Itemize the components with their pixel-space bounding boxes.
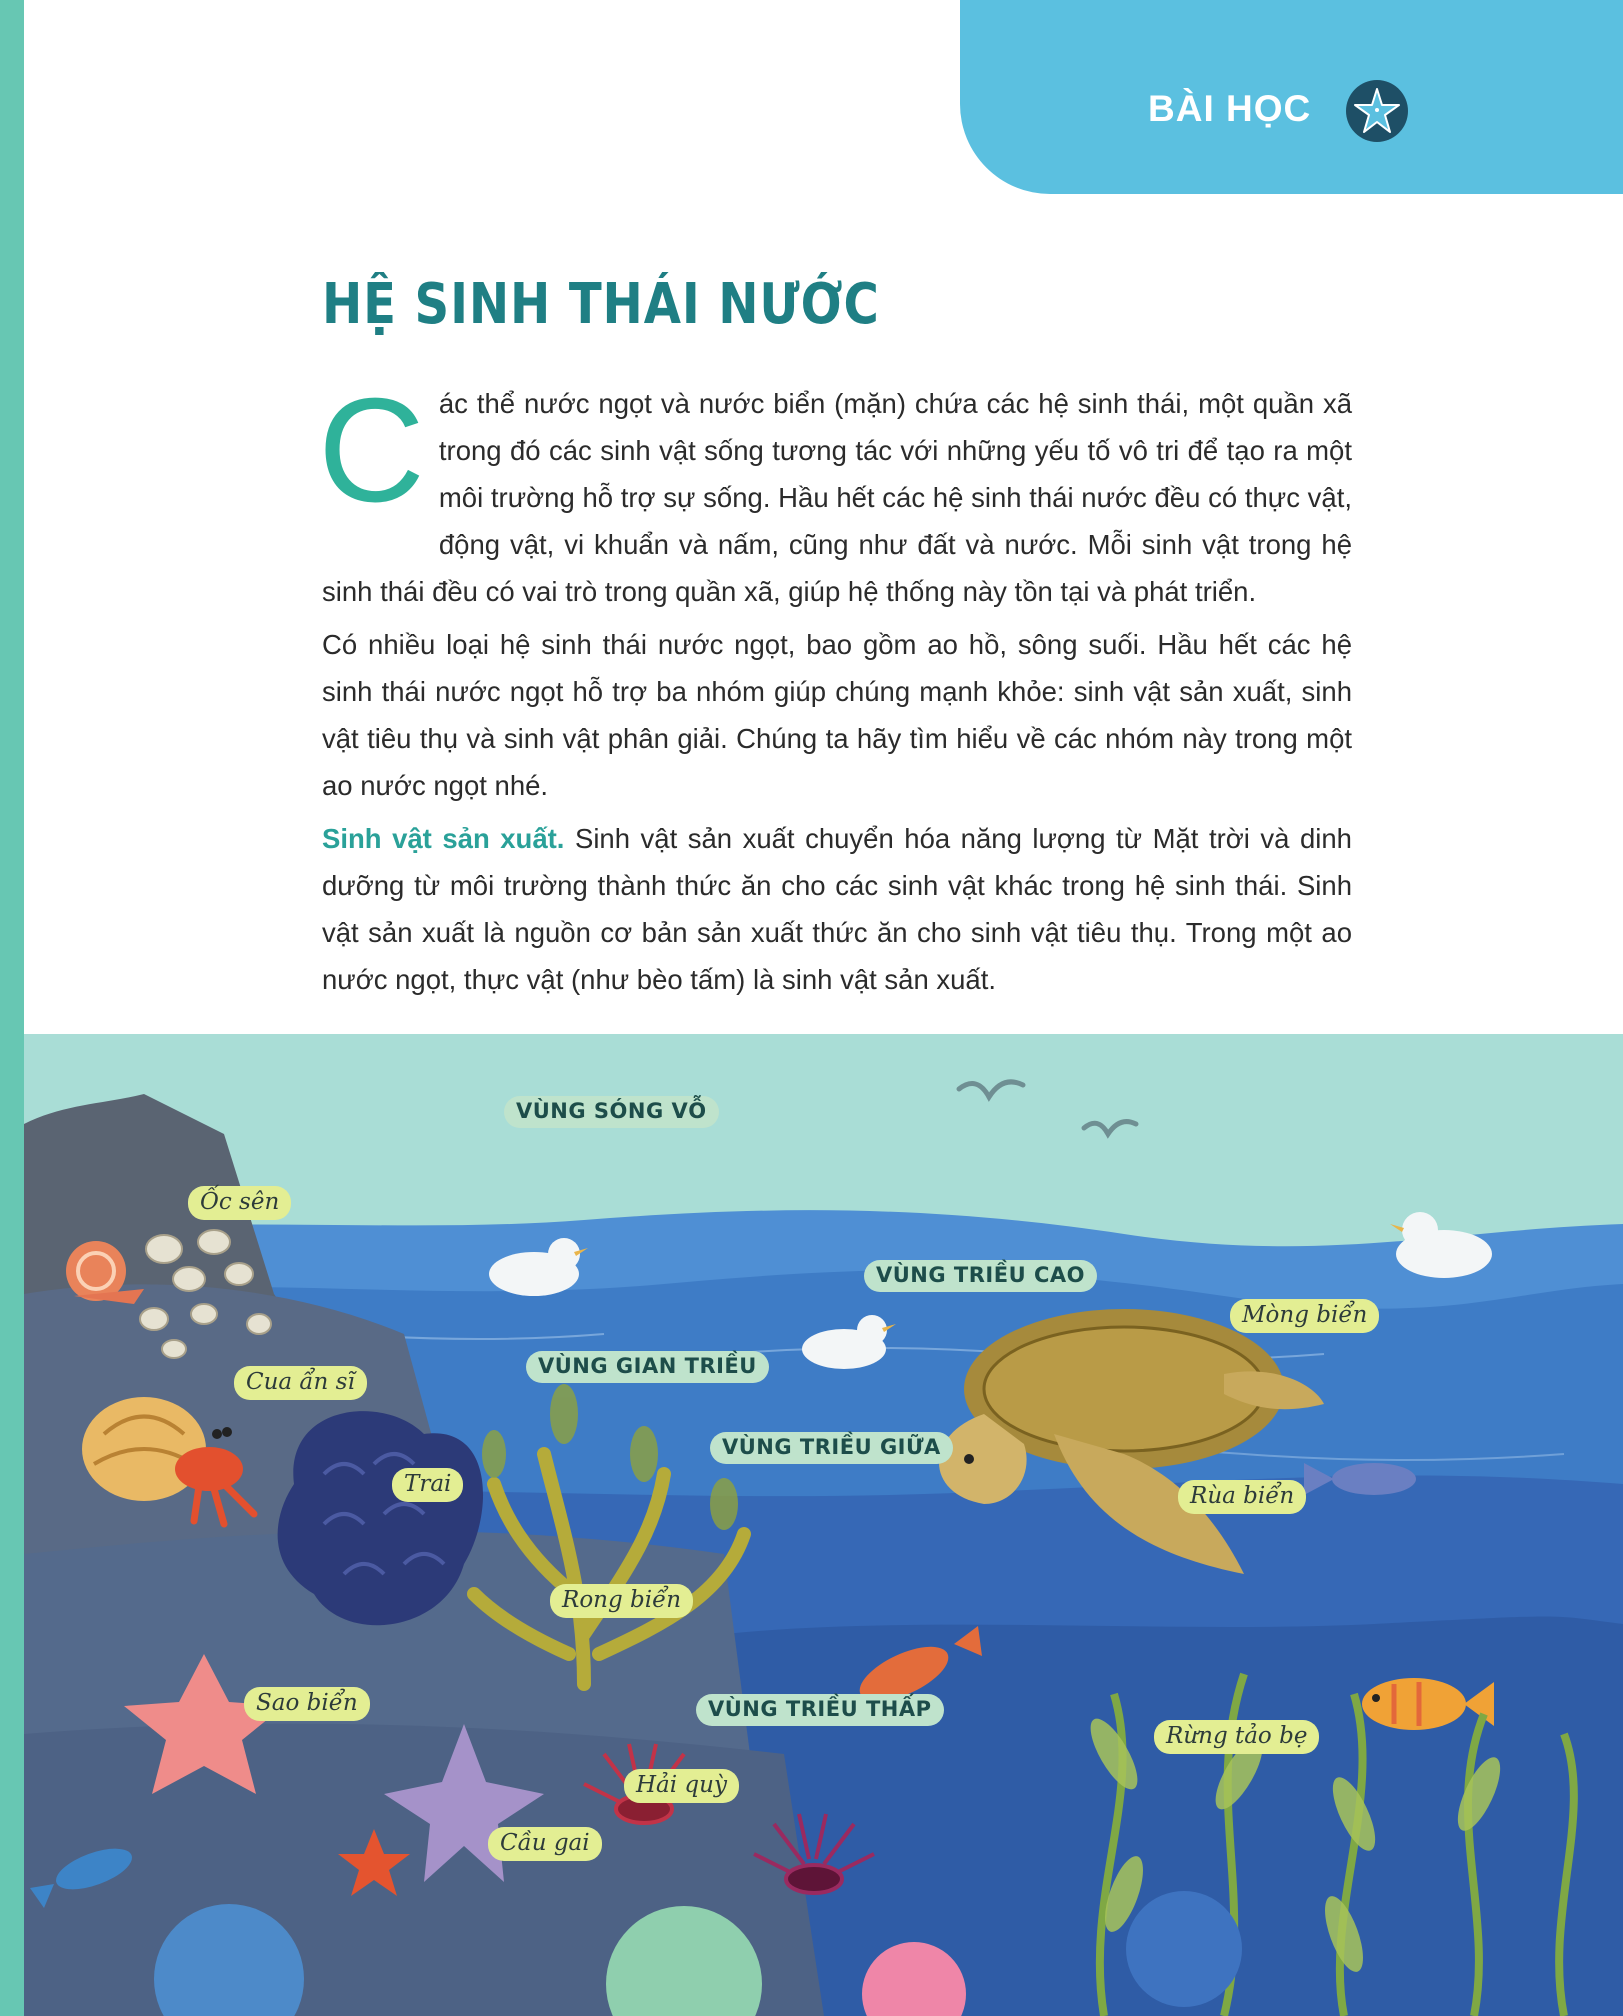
producers-text: Sinh vật sản xuất chuyển hóa năng lượng từ Mặt trời và dinh dưỡng từ môi trường thành thức ăn cho các sinh vật khác trong hệ sinh thái. Sinh vật sản xuất là nguồn cơ bản sản xuất thức ăn cho sinh vật tiêu thụ. Trong một ao nước ngọt, thực vật (như bèo tấm) là sinh vật sản xuất. <box>322 823 1352 995</box>
section-label: BÀI HỌC <box>1148 88 1312 129</box>
tidal-zone-illustration <box>24 1034 1623 2016</box>
label-sea-turtle: Rùa biển <box>1178 1480 1306 1514</box>
label-starfish: Sao biển <box>244 1687 370 1721</box>
starfish-icon <box>1345 79 1409 143</box>
left-edge-stripe <box>0 0 24 2016</box>
zone-label-mid-tide: VÙNG TRIỀU GIỮA <box>710 1432 953 1464</box>
intro-text: ác thể nước ngọt và nước biển (mặn) chứa các hệ sinh thái, một quần xã trong đó các sinh vật sống tương tác với những yếu tố vô tri để tạo ra một môi trường hỗ trợ sự sống. Hầu hết các hệ sinh thái nước đều có thực vật, động vật, vi khuẩn và nấm, cũng như đất và nước. Mỗi sinh vật trong hệ sinh thái đều có vai trò trong quần xã, giúp hệ thống này tồn tại và phát triển. <box>322 388 1352 607</box>
drop-cap: C <box>318 368 425 533</box>
label-sea-urchin: Cầu gai <box>488 1827 602 1861</box>
label-mussel: Trai <box>392 1468 463 1502</box>
zone-label-low-tide: VÙNG TRIỀU THẤP <box>696 1694 944 1726</box>
paragraph-ecosystem-types: Có nhiều loại hệ sinh thái nước ngọt, bao gồm ao hồ, sông suối. Hầu hết các hệ sinh thái nước ngọt hỗ trợ ba nhóm giúp chúng mạnh khỏe: sinh vật sản xuất, sinh vật tiêu thụ và sinh vật phân giải. Chúng ta hãy tìm hiểu về các nhóm này trong một ao nước ngọt nhé. <box>322 629 1352 801</box>
sea-urchin-icon <box>1126 1891 1242 2007</box>
label-seaweed: Rong biển <box>550 1584 693 1618</box>
body-text <box>318 368 1352 1009</box>
page-title: HỆ SINH THÁI NƯỚC <box>322 272 880 337</box>
label-kelp-forest: Rừng tảo bẹ <box>1154 1720 1319 1754</box>
label-seagull: Mòng biển <box>1230 1299 1379 1333</box>
label-snail: Ốc sên <box>188 1186 291 1220</box>
zone-label-intertidal: VÙNG GIAN TRIỀU <box>526 1351 769 1383</box>
zone-label-splash: VÙNG SÓNG VỖ <box>504 1096 719 1128</box>
label-hermit-crab: Cua ẩn sĩ <box>234 1366 367 1400</box>
paragraph-producers <box>322 815 1352 1003</box>
label-sea-anemone: Hải quỳ <box>624 1769 739 1803</box>
ocean-scene-art <box>24 1034 1623 2016</box>
zone-label-high-tide: VÙNG TRIỀU CAO <box>864 1260 1097 1292</box>
intro-paragraph <box>318 368 1352 615</box>
producers-lead: Sinh vật sản xuất. <box>322 823 565 854</box>
